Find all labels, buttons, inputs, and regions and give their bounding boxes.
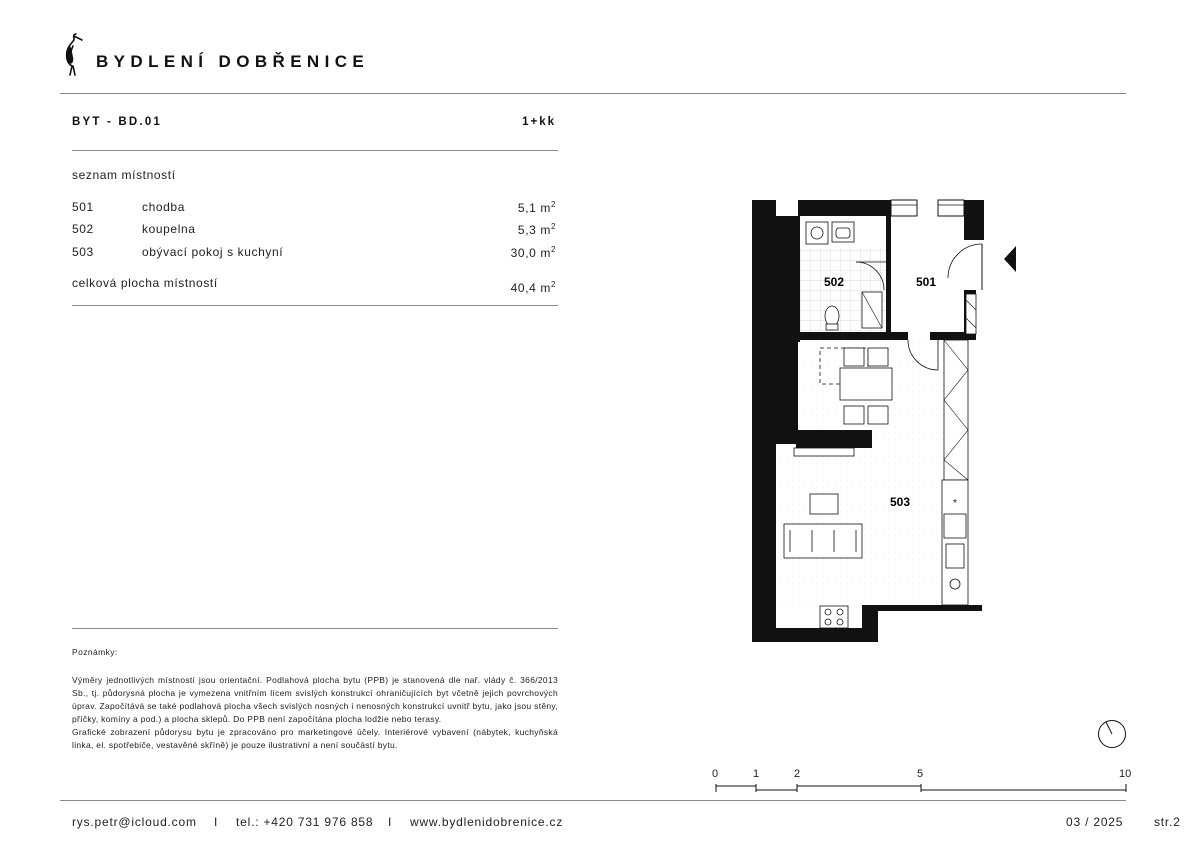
notes-paragraph: Výměry jednotlivých místností jsou orientační. Podlahová plocha bytu (PPB) je stanovená dle nař. vlády č. 366/2013 Sb., tj. půdorysná plocha je vymezena vnitřním lícem svislých konstrukcí ohraničujících byt včetně jejich povrchových úprav. Započítává se také podlahová plocha všech svislých nosných i nenosných konstrukcí uvnitř bytu, jako jsou stěny, příčky, komíny a pod.) a plocha sklepů. Do PPB není započítána plocha lodžie nebo terasy. (72, 675, 558, 724)
notes-paragraph: Grafické zobrazení půdorysu bytu je zpracováno pro marketingové účely. Interiérové vybavení (nábytek, kuchyňská linka, el. spotřebiče, vestavěné skříně) je pouze ilustrativní a není součástí bytu. (72, 727, 558, 750)
section-divider (72, 150, 558, 151)
scale-label: 5 (917, 768, 924, 780)
scale-label: 1 (753, 768, 760, 780)
footer-phone[interactable]: tel.: +420 731 976 858 (236, 815, 374, 829)
footer-email[interactable]: rys.petr@icloud.com (72, 815, 197, 829)
room-area: 5,3 $m^2$ (517, 222, 556, 237)
room-row (0, 222, 600, 238)
apartment-type: 1+kk (522, 116, 556, 128)
plan-label-502: 502 (823, 275, 845, 289)
scale-label: 0 (712, 768, 719, 780)
plan-label-503: 503 (889, 495, 911, 509)
floor-plan (745, 195, 1030, 645)
room-name: obývací pokoj s kuchyní (142, 245, 284, 259)
apartment-code: BYT - BD.01 (72, 116, 163, 128)
footer-website-link[interactable]: www.bydlenidobrenice.cz (410, 815, 564, 829)
svg-text:*: * (953, 498, 957, 509)
footer-divider (60, 800, 1126, 801)
room-number: 502 (72, 222, 94, 236)
header-divider (60, 93, 1126, 94)
room-name: koupelna (142, 222, 196, 236)
plan-label-501: 501 (915, 275, 937, 289)
footer-date: 03 / 2025 (1066, 815, 1124, 829)
room-row (0, 200, 600, 216)
rooms-divider (72, 305, 558, 306)
room-number: 501 (72, 200, 94, 214)
page-number: str.2 (1154, 815, 1181, 829)
footer-separator: I (388, 815, 393, 829)
room-area: 30,0 $m^2$ (510, 245, 556, 260)
notes-title: Poznámky: (72, 647, 118, 657)
room-number: 503 (72, 245, 94, 259)
north-arrow-icon (1096, 718, 1128, 750)
room-row (0, 245, 600, 261)
heron-logo-icon (60, 32, 86, 76)
room-list-title: seznam místností (72, 168, 176, 182)
total-area-value: 40,4 $m^2$ (510, 280, 556, 295)
scale-label: 2 (794, 768, 801, 780)
scale-bar (700, 782, 1140, 796)
total-area-label: celková plocha místností (72, 276, 218, 290)
notes-divider (72, 628, 558, 629)
brand-title: BYDLENÍ DOBŘENICE (96, 52, 370, 71)
room-name: chodba (142, 200, 185, 214)
notes-text (72, 674, 558, 752)
room-area: 5,1 $m^2$ (517, 200, 556, 215)
footer-separator: I (214, 815, 219, 829)
scale-label: 10 (1119, 768, 1132, 780)
